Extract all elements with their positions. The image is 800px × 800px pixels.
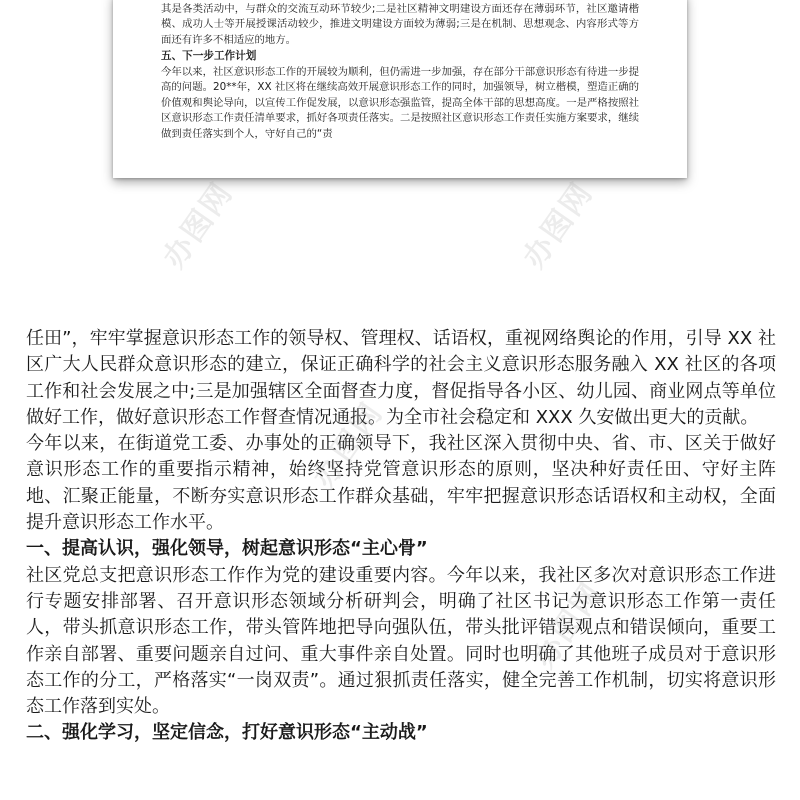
- watermark: 办图网: [526, 575, 611, 675]
- document-body: [26, 326, 776, 747]
- body-paragraph: 任田”，牢牢掌握意识形态工作的领导权、管理权、话语权，重视网络舆论的作用，引导 XX 社区广大人民群众意识形态的建立，保证正确科学的社会主义意识形态服务融入 XX 社区的各项工作和社会发展之中;三是加强辖区全面督查力度，督促指导各小区、幼儿园、商业网点等单位做好工作，做好意识形态工作督查情况通报。为全市社会稳定和 XXX 久安做出更大的贡献。: [26, 328, 776, 428]
- section-heading: 二、强化学习，坚定信念，打好意识形态“主动战”: [26, 722, 428, 744]
- page-preview-card: [113, 0, 687, 178]
- page-preview-text: [161, 0, 639, 142]
- body-paragraph: 今年以来，在街道党工委、办事处的正确领导下，我社区深入贯彻中央、省、市、区关于做好意识形态工作的重要指示精神，始终坚持党管意识形态的原则，坚决种好责任田、守好主阵地、汇聚正能量，不断夯实意识形态工作群众基础，牢牢把握意识形态话语权和主动权，全面提升意识形态工作水平。: [26, 433, 776, 534]
- preview-paragraph: 其是各类活动中，与群众的交流互动环节较少;二是社区精神文明建设方面还存在薄弱环节，社区邀请楷模、成功人士等开展授课活动较少，推进文明建设方面较为薄弱;三是在机制、思想观念、内容形式等方面还有许多不相适应的地方。: [161, 2, 639, 46]
- section-heading: 一、提高认识，强化领导，树起意识形态“主心骨”: [26, 538, 428, 560]
- preview-paragraph: 今年以来，社区意识形态工作的开展较为顺利，但仍需进一步加强，存在部分干部意识形态有待进一步提高的问题。20**年，XX 社区将在继续高效开展意识形态工作的同时，加强领导，树立楷模，塑造正确的价值观和舆论导向，以宣传工作促发展，以意识形态强监管，提高全体干部的思想高度。一是严格按照社区意识形态工作责任清单要求，抓好各项责任落实。二是按照社区意识形态工作责任实施方案要求，继续做到责任落实到个人，守好自己的“责: [161, 65, 639, 140]
- body-paragraph: 社区党总支把意识形态工作作为党的建设重要内容。今年以来，我社区多次对意识形态工作进行专题安排部署、召开意识形态领域分析研判会，明确了社区书记为意识形态工作第一责任人，带头抓意识形态工作，带头管阵地把导向强队伍，带头批评错误观点和错误倾向，重要工作亲自部署、重要问题亲自过问、重大事件亲自处置。同时也明确了其他班子成员对于意识形态工作的分工，严格落实“一岗双责”。通过狠抓责任落实，健全完善工作机制，切实将意识形态工作落到实处。: [26, 564, 776, 718]
- preview-heading: 五、下一步工作计划: [161, 50, 257, 62]
- page-preview-area: [0, 0, 800, 300]
- watermark: 办图网: [306, 395, 391, 495]
